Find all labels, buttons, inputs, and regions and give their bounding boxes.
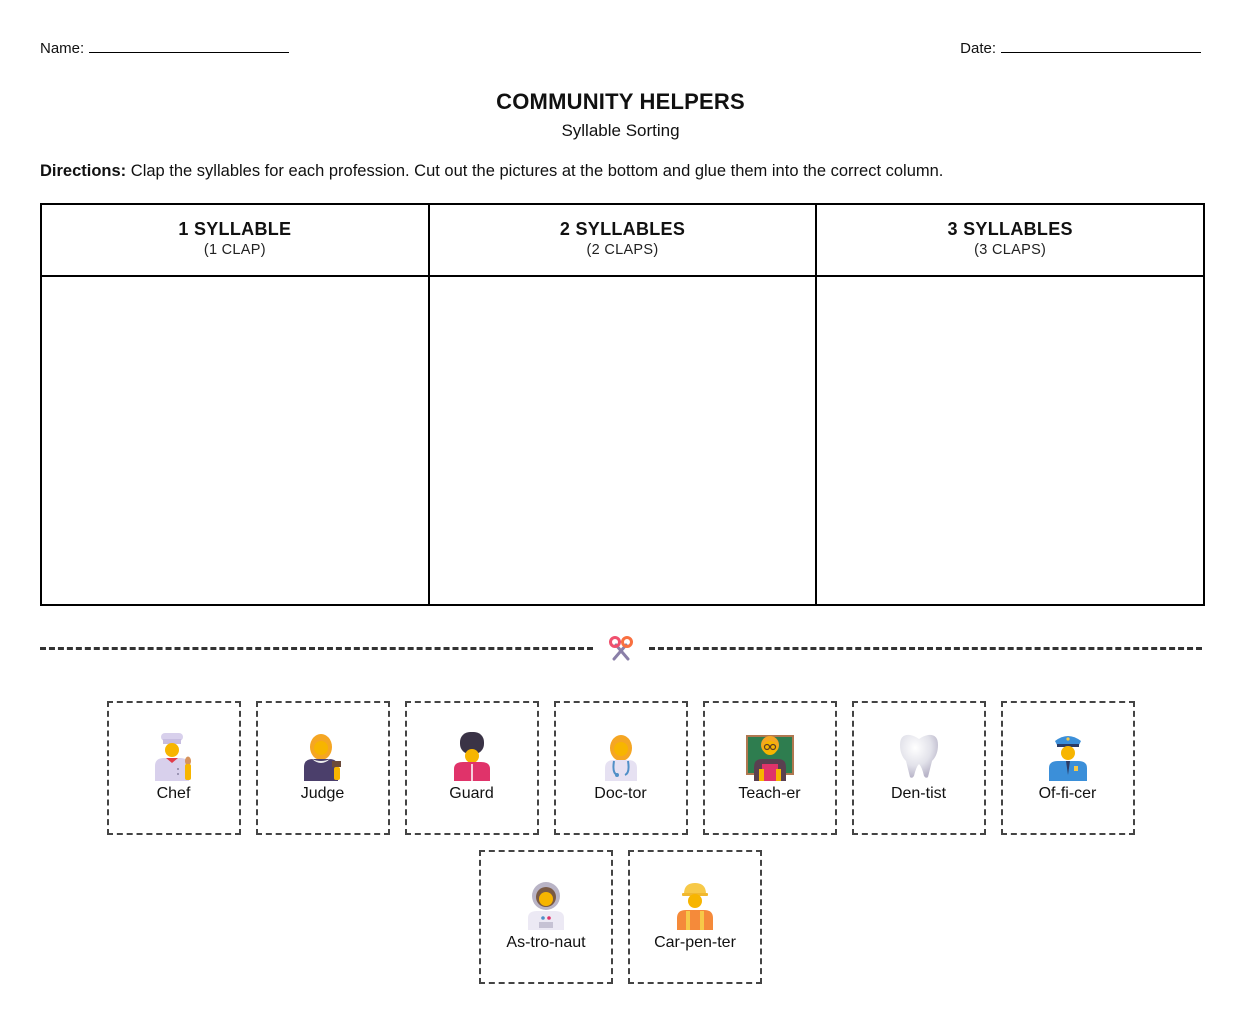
cut-line [40, 638, 1202, 658]
column-title: 1 SYLLABLE [178, 218, 292, 239]
column-title: 2 SYLLABLES [559, 218, 686, 239]
guard-icon [446, 729, 498, 781]
card-label: Of-fi-cer [1038, 785, 1097, 802]
judge-icon [297, 729, 349, 781]
column-drop-area[interactable] [817, 277, 1203, 604]
page-title: COMMUNITY HELPERS [496, 89, 745, 114]
column-subtitle: (3 CLAPS) [974, 241, 1047, 258]
scissors-icon [593, 635, 649, 661]
column-header [817, 205, 1203, 277]
chef-icon [148, 729, 200, 781]
column-drop-area[interactable] [42, 277, 428, 604]
card-astronaut[interactable] [479, 850, 613, 984]
astronaut-icon [520, 878, 572, 930]
column-header [42, 205, 428, 277]
column-subtitle: (2 CLAPS) [586, 241, 659, 258]
picture-cards-row-2 [0, 850, 1241, 984]
teacher-icon [744, 729, 796, 781]
column-title: 3 SYLLABLES [947, 218, 1073, 239]
sorting-table [40, 203, 1205, 606]
column-subtitle: (1 CLAP) [203, 241, 266, 258]
directions-label: Directions: [40, 162, 127, 180]
construction-worker-icon [669, 878, 721, 930]
name-field[interactable] [40, 39, 289, 57]
cut-line-dash-right [649, 647, 1202, 650]
card-label: Car-pen-ter [654, 934, 736, 951]
card-officer[interactable] [1001, 701, 1135, 835]
picture-cards-row-1 [0, 701, 1241, 835]
card-label: As-tro-naut [506, 934, 586, 951]
name-label: Name: [40, 40, 85, 57]
cut-line-dash-left [40, 647, 593, 650]
column-2-syllables [430, 205, 818, 604]
card-dentist[interactable] [852, 701, 986, 835]
date-field[interactable] [960, 39, 1201, 57]
card-chef[interactable] [107, 701, 241, 835]
column-header [430, 205, 816, 277]
name-blank-line[interactable] [89, 39, 289, 53]
card-doctor[interactable] [554, 701, 688, 835]
card-judge[interactable] [256, 701, 390, 835]
card-label: Judge [300, 785, 345, 802]
doctor-icon [595, 729, 647, 781]
card-label: Chef [156, 785, 191, 802]
card-label: Doc-tor [594, 785, 647, 802]
card-carpenter[interactable] [628, 850, 762, 984]
page-subtitle: Syllable Sorting [561, 121, 680, 140]
column-1-syllable [42, 205, 430, 604]
card-label: Guard [449, 785, 494, 802]
column-drop-area[interactable] [430, 277, 816, 604]
card-label: Teach-er [738, 785, 801, 802]
directions-text: Clap the syllables for each profession. Cut out the pictures at the bottom and glue them into the correct column. [126, 162, 944, 180]
card-guard[interactable] [405, 701, 539, 835]
column-3-syllables [817, 205, 1203, 604]
police-officer-icon [1042, 729, 1094, 781]
date-blank-line[interactable] [1001, 39, 1201, 53]
directions [40, 162, 943, 181]
tooth-icon [893, 729, 945, 781]
card-label: Den-tist [890, 785, 947, 802]
date-label: Date: [960, 40, 996, 57]
card-teacher[interactable] [703, 701, 837, 835]
